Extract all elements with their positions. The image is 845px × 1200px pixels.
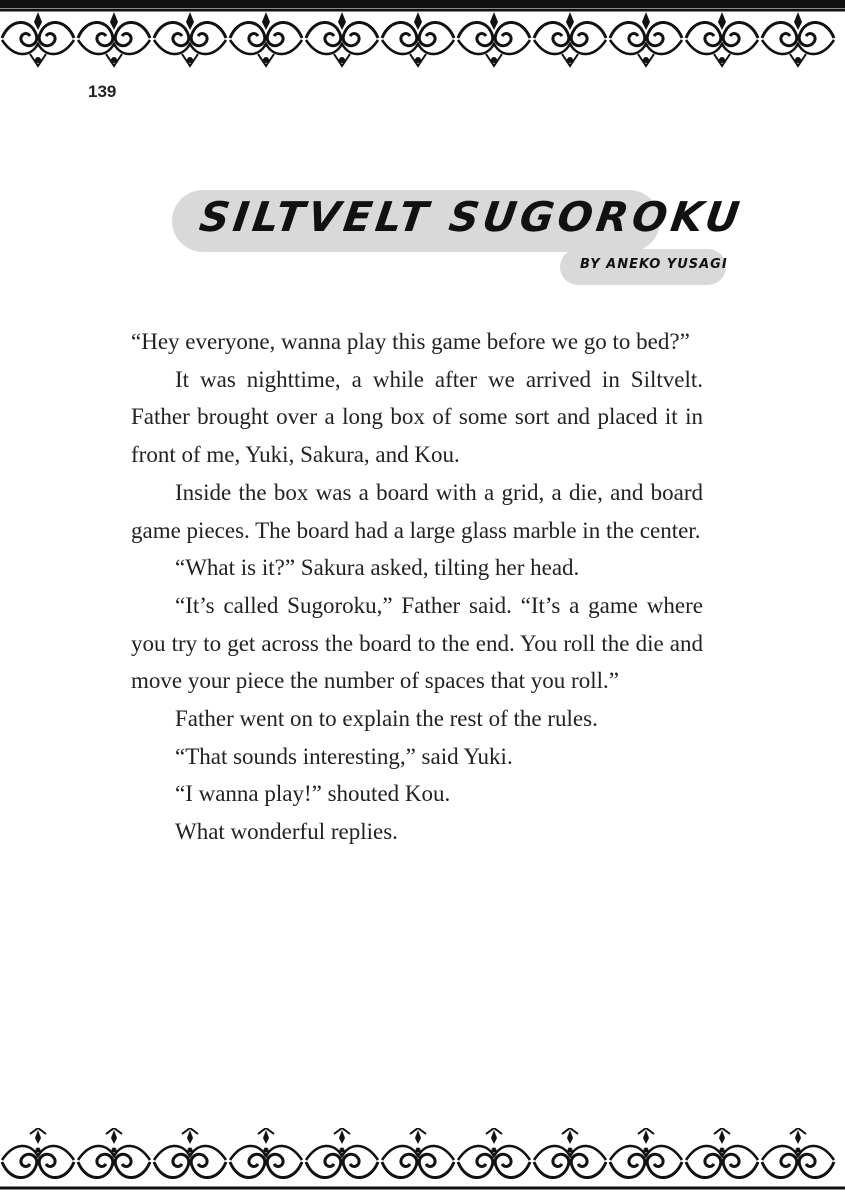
paragraph: “I wanna play!” shouted Kou.	[175, 781, 451, 807]
paragraph: “It’s called Sugoroku,” Father said. “It’s a game where you try to get across the board to the end. You roll the die and move your piece the number of spaces that you roll.”	[131, 592, 703, 694]
story-byline: BY ANEKO YUSAGI	[580, 257, 728, 272]
paragraph: It was nighttime, a while after we arrived in Siltvelt. Father brought over a long box of some sort and placed it in front of me, Yuki, Sakura, and Kou.	[131, 366, 703, 468]
paragraph: “What is it?” Sakura asked, tilting her head.	[175, 555, 580, 581]
top-border-art	[0, 8, 845, 70]
top-ornamental-border	[0, 8, 845, 70]
paragraph: “Hey everyone, wanna play this game before we go to bed?”	[131, 329, 690, 354]
paragraph: “That sounds interesting,” said Yuki.	[175, 743, 513, 769]
paragraph: Inside the box was a board with a grid, a die, and board game pieces. The board had a large glass marble in the center.	[131, 479, 703, 543]
story-title: SILTVELT SUGOROKU	[196, 193, 747, 241]
page-number: 139	[88, 82, 117, 101]
bottom-border-art	[0, 1128, 845, 1190]
top-edge-bar	[0, 0, 845, 8]
bottom-ornamental-border	[0, 1128, 845, 1190]
story-body	[131, 323, 703, 851]
paragraph: Father went on to explain the rest of the rules.	[175, 706, 598, 732]
paragraph: What wonderful replies.	[175, 819, 398, 845]
